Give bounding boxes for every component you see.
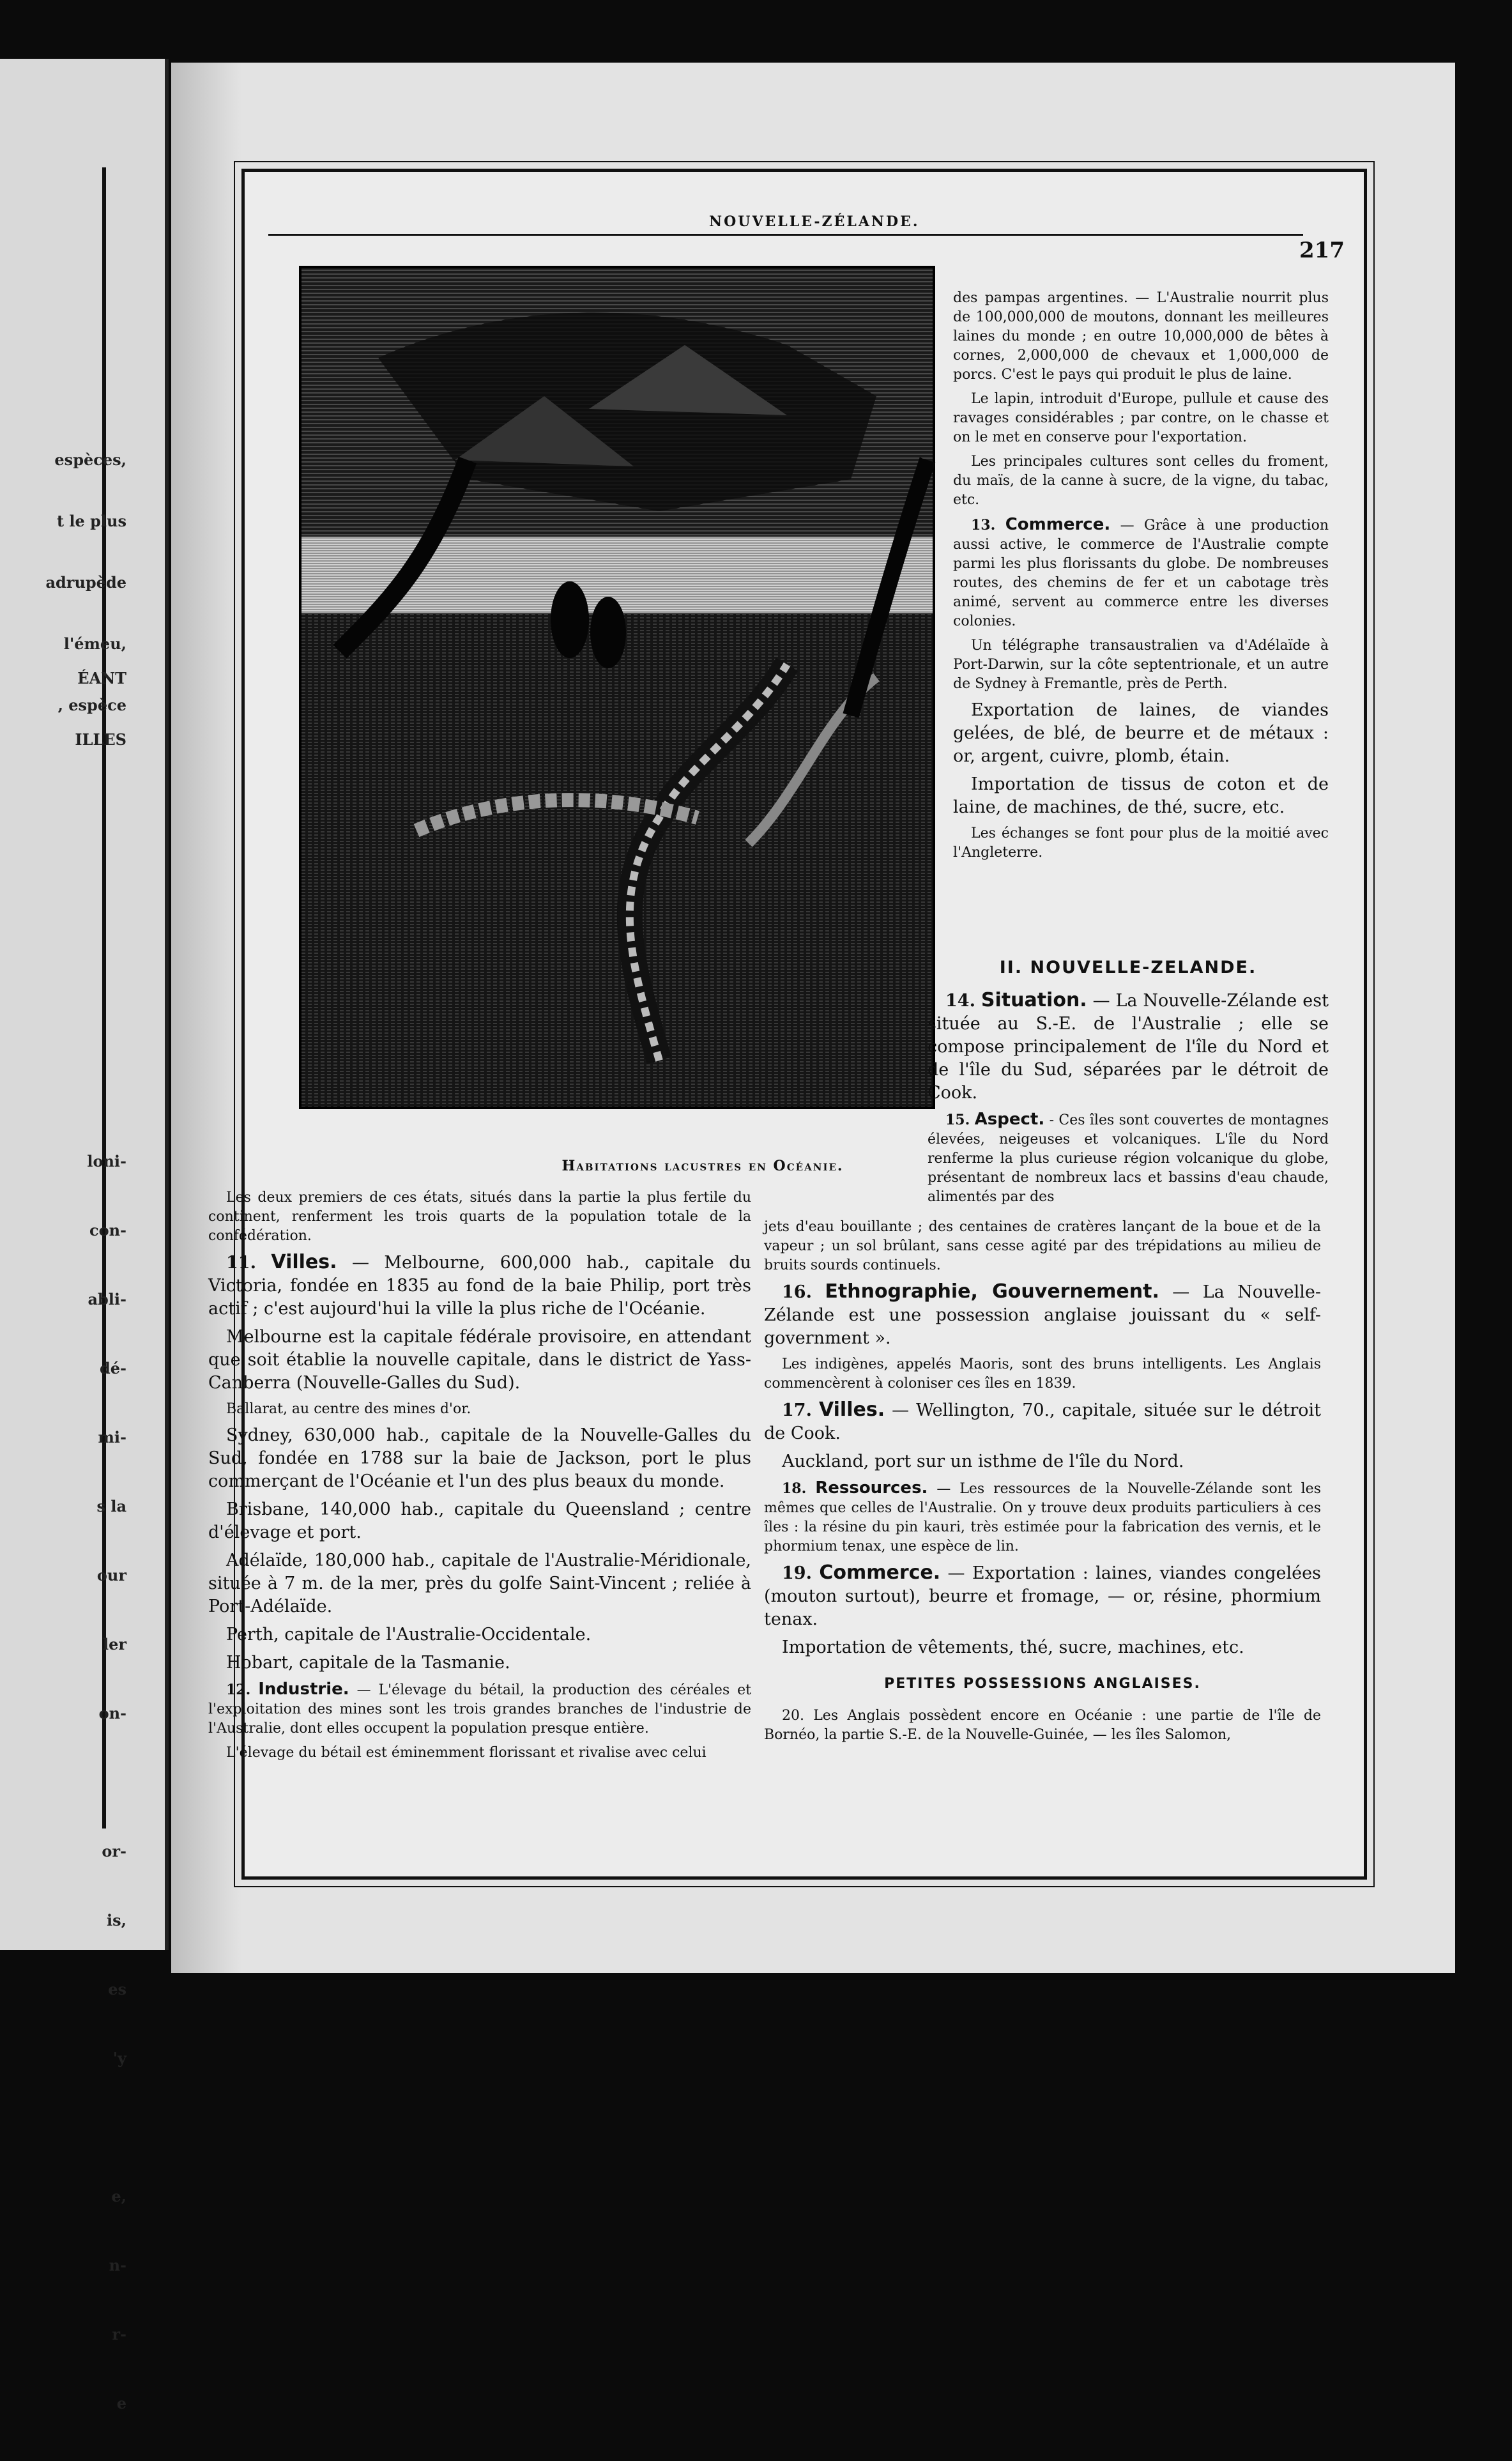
fragment-line: n- — [109, 2256, 126, 2274]
fragment-line: dé- — [99, 1359, 126, 1377]
running-head: NOUVELLE-ZÉLANDE. — [709, 213, 920, 230]
paragraph-text: — Les ressources de la Nouvelle-Zélande sont les mêmes que celles de l'Australie. On y trouve deux produits particuliers à ces îles : la résine du pin kauri, très estimée pour la fabrication des vernis, et le phormium tenax, une espèce de lin. — [764, 1481, 1321, 1554]
section-title: II. NOUVELLE-ZELANDE. — [999, 958, 1257, 977]
paragraph-number: 12. — [226, 1682, 251, 1698]
paragraph: Hobart, capitale de la Tasmanie. — [226, 1653, 510, 1673]
paragraph-text: — L'élevage du bétail, la production des céréales et l'exploitation des mines sont les trois grandes branches de l'industrie de l'Australie, dont elles occupent la population presque entière. — [208, 1682, 751, 1736]
paragraph-heading: Commerce. — [1005, 515, 1111, 534]
fragment-line: con- — [89, 1221, 126, 1239]
lower-right-column — [764, 1218, 1321, 1750]
paragraph-number: 16. — [782, 1282, 812, 1302]
fragment-line: l'émeu, — [63, 634, 126, 653]
paragraph-18 — [764, 1478, 1321, 1556]
paragraph-number: 14. — [945, 991, 975, 1011]
paragraph-16 — [764, 1280, 1321, 1350]
paragraph: Un télégraphe transaustralien va d'Adélaïde à Port-Darwin, sur la côte septentrionale, et un autre de Sydney à Fremantle, près de Perth. — [953, 638, 1329, 692]
paragraph-text: - Ces îles sont couvertes de montagnes élevées, neigeuses et volcaniques. L'île du Nord renferme la plus curieuse région volcanique du globe, présentant de nombreux lacs et bassins d'eau chaude, alimentés par des — [928, 1112, 1329, 1205]
paragraph-number: 19. — [782, 1563, 812, 1583]
fragment-line: e — [116, 2394, 126, 2412]
fragment-line: s la — [96, 1497, 126, 1515]
fragment-line: t le plus — [56, 512, 126, 530]
subsection-title: PETITES POSSESSIONS ANGLAISES. — [884, 1676, 1201, 1692]
paragraph: Le lapin, introduit d'Europe, pullule et cause des ravages considérables ; par contre, on le chasse et on le met en conserve pour l'exportation. — [953, 391, 1329, 445]
header-rule — [268, 234, 1303, 236]
paragraph-heading: Aspect. — [974, 1110, 1045, 1129]
fragment-line: ler — [102, 1635, 126, 1653]
paragraph-heading: Villes. — [271, 1251, 337, 1273]
paragraph: Adélaïde, 180,000 hab., capitale de l'Australie-Méridionale, située à 7 m. de la mer, près du golfe Saint-Vincent ; reliée à Port-Adélaïde. — [208, 1551, 751, 1616]
previous-page-edge — [0, 59, 169, 2412]
paragraph-heading: Ethnographie, Gouvernement. — [825, 1280, 1159, 1303]
paragraph: Sydney, 630,000 hab., capitale de la Nouvelle-Galles du Sud, fondée en 1788 sur la baie de Jackson, port le plus commerçant de l'Océanie et l'un des plus beaux du monde. — [208, 1425, 751, 1491]
left-column — [208, 1188, 751, 1768]
fragment-line: abli- — [88, 1290, 126, 1308]
paragraph-17 — [764, 1399, 1321, 1445]
paragraph-heading: Industrie. — [258, 1680, 349, 1699]
paragraph-number: 13. — [971, 517, 996, 533]
paragraph: Ballarat, au centre des mines d'or. — [226, 1401, 471, 1417]
paragraph-13 — [953, 515, 1329, 631]
paragraph-heading: Villes. — [818, 1399, 885, 1421]
paragraph-number: 11. — [226, 1253, 256, 1273]
paragraph: Les principales cultures sont celles du froment, du maïs, de la canne à sucre, de la vigne, du tabac, etc. — [953, 454, 1329, 508]
paragraph-text: — Exportation : laines, viandes congelées (mouton surtout), beurre et fromage, — or, résine, phormium tenax. — [764, 1563, 1321, 1629]
paragraph-text: — Grâce à une production aussi active, le commerce de l'Australie compte parmi les plus florissants du globe. De nombreuses routes, des chemins de fer et un cabotage très animé, servent au commerce entre les diverses colonies. — [953, 518, 1329, 629]
paragraph: Les deux premiers de ces états, situés dans la partie la plus fertile du continent, renferment les trois quarts de la population totale de la confédération. — [208, 1190, 751, 1244]
engraving-illustration — [299, 266, 935, 1109]
paragraph: Auckland, port sur un isthme de l'île du Nord. — [782, 1452, 1184, 1471]
paragraph-text: — Melbourne, 600,000 hab., capitale du Victoria, fondée en 1835 au fond de la baie Philip, port très actif ; c'est aujourd'hui la ville la plus riche de l'Océanie. — [208, 1253, 751, 1319]
paragraph-heading: Ressources. — [815, 1478, 928, 1498]
paragraph-text: — La Nouvelle-Zélande est située au S.-E. de l'Australie ; elle se compose principalement de l'île du Nord et de l'île du Sud, séparées par le détroit de Cook. — [928, 991, 1329, 1103]
paragraph: Importation de vêtements, thé, sucre, machines, etc. — [782, 1637, 1244, 1657]
paragraph: Importation de tissus de coton et de laine, de machines, de thé, sucre, etc. — [953, 774, 1329, 817]
fragment-line: adrupède — [45, 573, 126, 592]
paragraph-number: 18. — [782, 1480, 807, 1497]
fragment-line: loni- — [87, 1152, 126, 1170]
fragment-line: espèces, — [54, 450, 126, 469]
paragraph-14 — [928, 989, 1329, 1105]
fragment-line: e, — [111, 2187, 126, 2205]
fragment-line: on- — [98, 1704, 126, 1722]
fragment-line: , espèce — [57, 696, 126, 714]
lake-dwellings-engraving — [302, 268, 933, 1107]
paragraph-20: 20. Les Anglais possèdent encore en Océanie : une partie de l'île de Bornéo, la partie S.-E. de la Nouvelle-Guinée, — les îles Salomon, — [764, 1708, 1321, 1743]
paragraph-19 — [764, 1561, 1321, 1631]
fragment-line: is, — [107, 1911, 126, 1929]
paragraph: Les indigènes, appelés Maoris, sont des bruns intelligents. Les Anglais commencèrent à coloniser ces îles en 1839. — [764, 1356, 1321, 1392]
fragment-line: ILLES — [75, 730, 126, 749]
fragment-line: es — [108, 1980, 126, 1998]
fragment-line: our — [96, 1566, 126, 1584]
paragraph-heading: Commerce. — [819, 1561, 941, 1584]
paragraph: L'élevage du bétail est éminemment florissant et rivalise avec celui — [226, 1745, 706, 1761]
paragraph-heading: Situation. — [981, 989, 1087, 1011]
paragraph: des pampas argentines. — L'Australie nourrit plus de 100,000,000 de moutons, donnant les meilleures laines du monde ; en outre 10,000,000 de bêtes à cornes, 2,000,000 de chevaux et 1,000,000 de porcs. C'est le pays qui produit le plus de laine. — [953, 290, 1329, 383]
fragment-line: or- — [102, 1842, 126, 1860]
paragraph-15 — [928, 1110, 1329, 1207]
previous-page-fragment — [87, 1104, 126, 2461]
paragraph-11 — [208, 1251, 751, 1321]
paragraph: Brisbane, 140,000 hab., capitale du Queensland ; centre d'élevage et port. — [208, 1499, 751, 1542]
fragment-line: r- — [112, 2325, 126, 2343]
page-number: 217 — [1299, 238, 1345, 263]
paragraph-number: 17. — [782, 1400, 812, 1420]
paragraph-12 — [208, 1680, 751, 1738]
paragraph: jets d'eau bouillante ; des centaines de cratères lançant de la boue et de la vapeur ; un sol brûlant, sans cesse agité par des trépidations au milieu de bruits sourds continuels. — [764, 1219, 1321, 1273]
fragment-line: ÉANT — [77, 669, 126, 687]
upper-right-column — [953, 289, 1329, 868]
paragraph: Exportation de laines, de viandes gelées, de blé, de beurre et de métaux : or, argent, cuivre, plomb, étain. — [953, 700, 1329, 766]
paragraph-text: — Wellington, 70., capitale, située sur le détroit de Cook. — [764, 1400, 1321, 1443]
paragraph: Perth, capitale de l'Australie-Occidentale. — [226, 1625, 592, 1644]
illustration-caption: Habitations lacustres en Océanie. — [561, 1158, 844, 1174]
fragment-line: mi- — [98, 1428, 126, 1446]
paragraph: Melbourne est la capitale fédérale provisoire, en attendant que soit établie la nouvelle capitale, dans le district de Yass-Canberra (Nouvelle-Galles du Sud). — [208, 1327, 751, 1393]
paragraph-text: — La Nouvelle-Zélande est une possession anglaise jouissant du « self-government ». — [764, 1282, 1321, 1348]
section-nouvelle-zelande — [928, 948, 1329, 1212]
paragraph-number: 15. — [945, 1112, 970, 1128]
paragraph: Les échanges se font pour plus de la moitié avec l'Angleterre. — [953, 825, 1329, 861]
previous-page-fragment — [75, 627, 126, 791]
fragment-line: 'y — [112, 2049, 126, 2067]
